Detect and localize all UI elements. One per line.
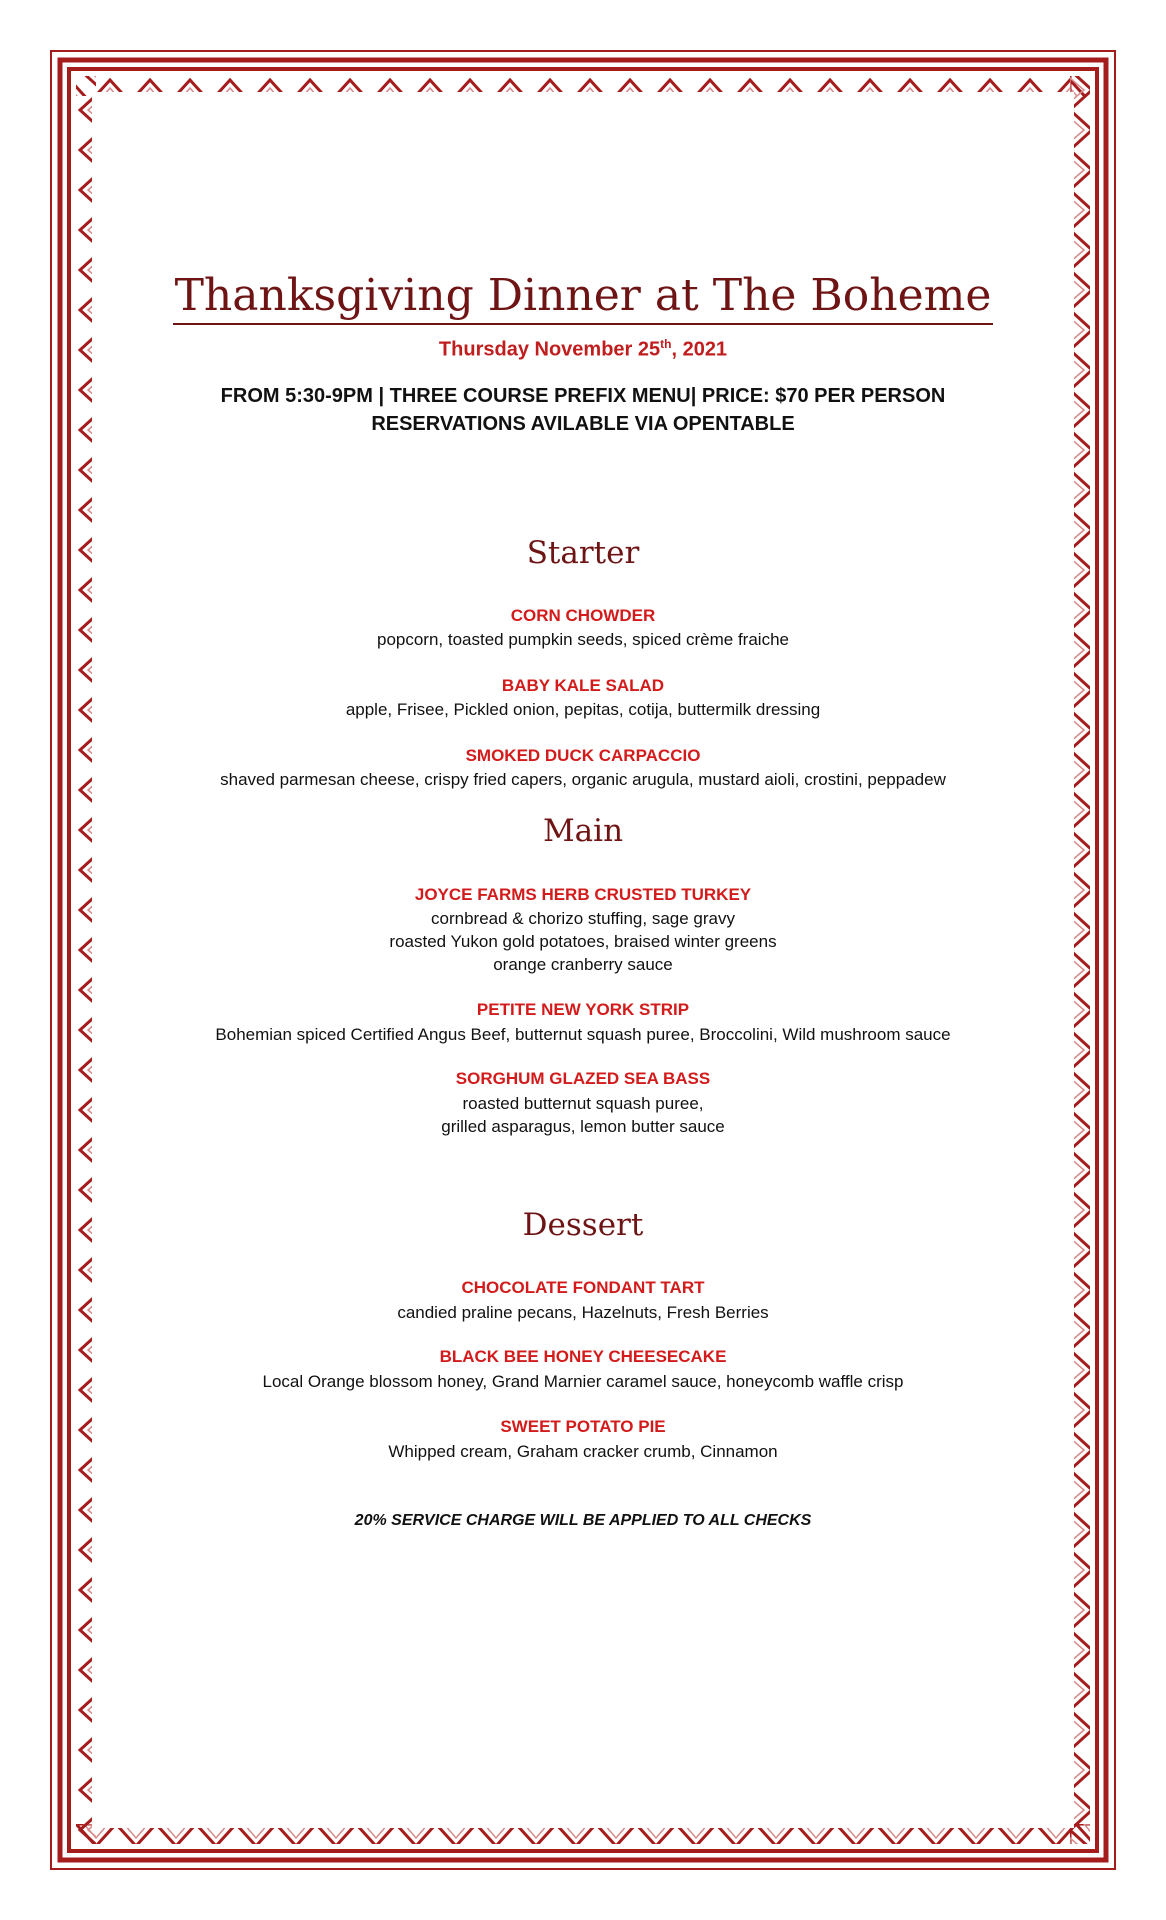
section-heading-starter: Starter — [526, 535, 640, 571]
menu-item-desc: popcorn, toasted pumpkin seeds, spiced crème fraiche — [376, 630, 789, 649]
menu-item-desc: cornbread & chorizo stuffing, sage gravy — [431, 909, 735, 928]
page-title — [50, 270, 1116, 321]
menu-item-name: SMOKED DUCK CARPACCIO — [465, 746, 701, 765]
menu-item-desc: shaved parmesan cheese, crispy fried capers, organic arugula, mustard aioli, crostini, peppadew — [220, 770, 946, 789]
menu-item-name: SWEET POTATO PIE — [500, 1417, 666, 1436]
menu-item-desc: candied praline pecans, Hazelnuts, Fresh Berries — [397, 1303, 769, 1322]
menu-item-name: JOYCE FARMS HERB CRUSTED TURKEY — [414, 885, 752, 904]
menu-item-name: SORGHUM GLAZED SEA BASS — [455, 1069, 711, 1088]
menu-item-name: CHOCOLATE FONDANT TART — [461, 1278, 705, 1297]
menu-item-name: BABY KALE SALAD — [501, 676, 665, 695]
menu-item-desc: apple, Frisee, Pickled onion, pepitas, cotija, buttermilk dressing — [345, 700, 821, 719]
menu-item-name: PETITE NEW YORK STRIP — [476, 1000, 690, 1019]
menu-item-desc: Whipped cream, Graham cracker crumb, Cinnamon — [388, 1442, 778, 1461]
date-year: , 2021 — [671, 338, 728, 361]
title-text: Thanksgiving Dinner at The Boheme — [173, 270, 994, 325]
info-line-2: RESERVATIONS AVILABLE VIA OPENTABLE — [371, 413, 795, 435]
service-charge-note: 20% SERVICE CHARGE WILL BE APPLIED TO ALL CHECKS — [354, 1512, 812, 1529]
date-prefix: Thursday November 25 — [438, 338, 661, 361]
menu-item-desc: grilled asparagus, lemon butter sauce — [441, 1117, 725, 1136]
menu-item-desc: orange cranberry sauce — [493, 955, 673, 974]
event-date — [50, 337, 1116, 362]
menu-item-name: CORN CHOWDER — [510, 606, 656, 625]
section-heading-main: Main — [542, 813, 624, 849]
menu-item-desc: Local Orange blossom honey, Grand Marnier caramel sauce, honeycomb waffle crisp — [262, 1372, 904, 1391]
info-line-1: FROM 5:30-9PM | THREE COURSE PREFIX MENU| PRICE: $70 PER PERSON — [220, 385, 946, 407]
menu-item-desc: roasted Yukon gold potatoes, braised winter greens — [389, 932, 777, 951]
section-heading-dessert: Dessert — [522, 1207, 644, 1243]
menu-item-desc: Bohemian spiced Certified Angus Beef, butternut squash puree, Broccolini, Wild mushroom sauce — [215, 1025, 951, 1044]
date-suffix: th — [660, 337, 672, 351]
menu-item-name: BLACK BEE HONEY CHEESECAKE — [439, 1347, 727, 1366]
menu-item-desc: roasted butternut squash puree, — [462, 1094, 704, 1113]
